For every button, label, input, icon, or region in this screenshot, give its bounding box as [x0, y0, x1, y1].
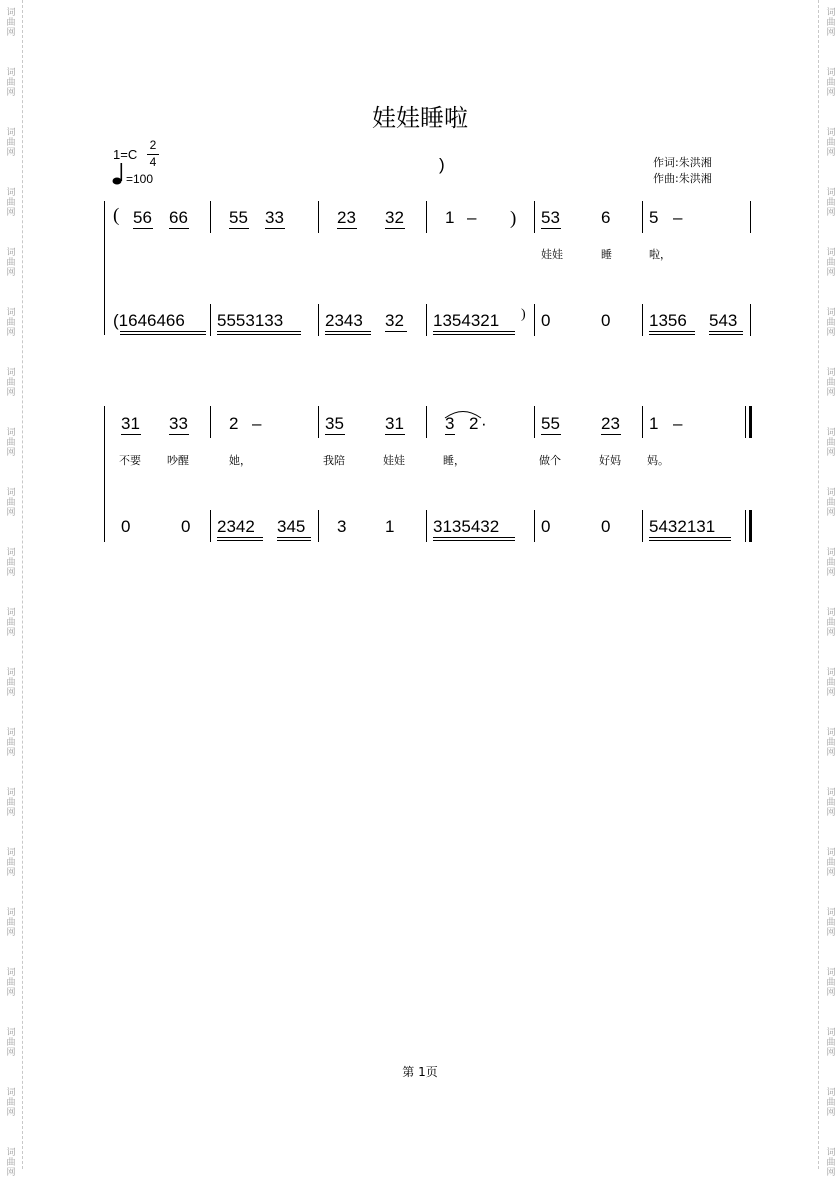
watermark-text	[822, 308, 840, 338]
watermark-text	[822, 188, 840, 218]
watermark-char: 词	[6, 308, 16, 318]
tempo-marking: =100	[126, 172, 154, 186]
watermark-char: 网	[826, 928, 836, 938]
final-barline-thin	[745, 406, 746, 438]
watermark-char: 网	[826, 88, 836, 98]
barline	[210, 510, 211, 542]
accomp-note: 0	[601, 517, 611, 536]
watermark-char: 网	[6, 988, 16, 998]
watermark-char: 网	[826, 1168, 836, 1178]
watermark-char: 曲	[6, 618, 16, 628]
melody-note: 1	[649, 414, 659, 433]
watermark-text	[2, 248, 20, 278]
underline	[649, 331, 695, 332]
underline	[277, 540, 311, 541]
barline	[318, 201, 319, 233]
accomp-note: 1354321	[433, 311, 500, 330]
watermark-char: 网	[6, 28, 16, 38]
watermark-text	[2, 608, 20, 638]
underline	[433, 331, 515, 332]
watermark-char: 网	[6, 148, 16, 158]
watermark-text	[822, 428, 840, 458]
watermark-char: 网	[6, 568, 16, 578]
lyric: 妈。	[647, 454, 669, 467]
watermark-char: 词	[6, 128, 16, 138]
watermark-char: 曲	[6, 258, 16, 268]
watermark-char: 网	[6, 88, 16, 98]
accomp-note: 0	[121, 517, 131, 536]
melody-note: 33	[265, 208, 284, 227]
watermark-text	[2, 308, 20, 338]
watermark-char: 词	[6, 848, 16, 858]
watermark-char: 网	[6, 688, 16, 698]
underline	[325, 334, 371, 335]
barline	[426, 304, 427, 336]
underline	[277, 537, 311, 538]
final-barline-thick	[749, 510, 752, 542]
watermark-char: 词	[6, 1148, 16, 1158]
watermark-char: 曲	[826, 978, 836, 988]
watermark-char: 网	[6, 388, 16, 398]
watermark-text	[2, 1028, 20, 1058]
watermark-char: 词	[6, 908, 16, 918]
accomp-note: 0	[541, 311, 551, 330]
underline	[265, 228, 285, 229]
barline	[534, 510, 535, 542]
underline	[433, 537, 515, 538]
lyric: 睡，	[443, 454, 465, 467]
accomp-note: 345	[277, 517, 306, 536]
accomp-paren: )	[521, 307, 526, 322]
watermark-text	[2, 788, 20, 818]
watermark-char: 网	[826, 208, 836, 218]
watermark-char: 网	[826, 508, 836, 518]
watermark-char: 曲	[826, 198, 836, 208]
watermark-char: 网	[826, 328, 836, 338]
watermark-char: 词	[6, 488, 16, 498]
barline	[318, 304, 319, 336]
lyric: 好妈	[599, 454, 621, 467]
watermark-char: 曲	[6, 798, 16, 808]
underline	[337, 228, 357, 229]
barline	[210, 201, 211, 233]
watermark-char: 词	[6, 1028, 16, 1038]
melody-note: 23	[337, 208, 356, 227]
final-barline-thin	[745, 510, 746, 542]
watermark-char: 网	[826, 268, 836, 278]
watermark-char: 曲	[826, 1098, 836, 1108]
watermark-char: 网	[6, 508, 16, 518]
underline	[385, 434, 405, 435]
watermark-char: 曲	[6, 18, 16, 28]
watermark-char: 曲	[826, 498, 836, 508]
watermark-char: 词	[826, 188, 836, 198]
watermark-char: 网	[826, 1048, 836, 1058]
barline	[750, 201, 751, 233]
watermark-char: 网	[6, 628, 16, 638]
melody-note: 55	[541, 414, 560, 433]
melody-note: )	[510, 208, 517, 229]
underline	[229, 228, 249, 229]
barline	[642, 406, 643, 438]
watermark-char: 曲	[6, 498, 16, 508]
watermark-char: 网	[6, 868, 16, 878]
underline	[169, 434, 189, 435]
barline	[534, 406, 535, 438]
watermark-char: 曲	[826, 798, 836, 808]
watermark-char: 曲	[826, 438, 836, 448]
melody-dash: –	[467, 208, 477, 227]
watermark-text	[822, 548, 840, 578]
watermark-char: 词	[6, 548, 16, 558]
underline	[709, 331, 743, 332]
watermark-char: 网	[6, 808, 16, 818]
watermark-text	[822, 788, 840, 818]
watermark-char: 词	[826, 68, 836, 78]
system1-start-barline	[104, 201, 105, 335]
watermark-char: 曲	[826, 18, 836, 28]
underline	[121, 434, 141, 435]
watermark-text	[822, 728, 840, 758]
watermark-char: 网	[826, 688, 836, 698]
accomp-note: 543	[709, 311, 738, 330]
watermark-char: 词	[6, 728, 16, 738]
watermark-char: 网	[826, 808, 836, 818]
watermark-char: 网	[6, 1108, 16, 1118]
watermark-char: 曲	[6, 438, 16, 448]
underline	[649, 334, 695, 335]
accomp-note: 1	[385, 517, 395, 536]
lyric: 啦，	[649, 248, 671, 261]
watermark-char: 词	[826, 668, 836, 678]
watermark-char: 词	[826, 128, 836, 138]
underline	[120, 331, 206, 332]
watermark-text	[2, 548, 20, 578]
melody-note: 1	[445, 208, 455, 227]
underline	[709, 334, 743, 335]
watermark-char: 网	[826, 448, 836, 458]
watermark-char: 词	[826, 548, 836, 558]
melody-note: 56	[133, 208, 152, 227]
watermark-char: 网	[6, 328, 16, 338]
barline	[426, 201, 427, 233]
watermark-text	[822, 668, 840, 698]
watermark-char: 网	[6, 1048, 16, 1058]
underline	[217, 334, 301, 335]
watermark-text	[822, 1028, 840, 1058]
watermark-char: 曲	[6, 1098, 16, 1108]
watermark-text	[2, 668, 20, 698]
watermark-char: 网	[826, 988, 836, 998]
melody-note: 66	[169, 208, 188, 227]
watermark-char: 曲	[826, 918, 836, 928]
barline	[210, 304, 211, 336]
watermark-char: 网	[6, 928, 16, 938]
watermark-char: 词	[826, 788, 836, 798]
barline	[642, 510, 643, 542]
lyric: 她，	[229, 454, 251, 467]
barline	[318, 510, 319, 542]
underline	[433, 334, 515, 335]
dot: ·	[481, 414, 487, 433]
accomp-note: (1646466	[113, 311, 185, 330]
melody-note: 3	[445, 414, 455, 433]
watermark-text	[822, 848, 840, 878]
watermark-char: 曲	[6, 1158, 16, 1168]
watermark-char: 曲	[826, 1158, 836, 1168]
watermark-char: 曲	[6, 78, 16, 88]
watermark-text	[2, 428, 20, 458]
song-title: 娃娃睡啦	[372, 104, 468, 132]
watermark-text	[822, 1088, 840, 1118]
accomp-note: 2342	[217, 517, 255, 536]
watermark-char: 词	[826, 1028, 836, 1038]
barline	[534, 201, 535, 233]
underline	[541, 434, 561, 435]
watermark-text	[822, 368, 840, 398]
watermark-char: 词	[6, 668, 16, 678]
watermark-char: 网	[6, 448, 16, 458]
watermark-char: 词	[826, 428, 836, 438]
watermark-char: 网	[826, 568, 836, 578]
melody-dash: –	[673, 414, 683, 433]
underline	[217, 537, 263, 538]
watermark-char: 网	[6, 748, 16, 758]
melody-note: 2	[229, 414, 239, 433]
melody-note: 32	[385, 208, 404, 227]
watermark-text	[2, 188, 20, 218]
watermark-char: 曲	[6, 978, 16, 988]
watermark-text	[822, 248, 840, 278]
underline	[445, 434, 455, 435]
barline	[750, 304, 751, 336]
lyric: 娃娃	[383, 454, 405, 467]
watermark-text	[822, 68, 840, 98]
underline	[601, 434, 621, 435]
accomp-note: 5553133	[217, 311, 284, 330]
watermark-text	[2, 1088, 20, 1118]
underline	[133, 228, 153, 229]
barline	[318, 406, 319, 438]
accomp-note: 2343	[325, 311, 363, 330]
watermark-char: 曲	[826, 858, 836, 868]
time-signature-bottom: 4	[149, 155, 157, 169]
watermark-char: 曲	[826, 1038, 836, 1048]
final-barline-thick	[749, 406, 752, 438]
accomp-note: 1356	[649, 311, 687, 330]
time-signature-top: 2	[149, 138, 157, 152]
watermark-char: 词	[826, 728, 836, 738]
barline	[426, 510, 427, 542]
watermark-char: 曲	[6, 678, 16, 688]
composer-credit: 作曲:朱洪湘	[653, 172, 712, 185]
underline	[217, 331, 301, 332]
watermark-char: 网	[826, 1108, 836, 1118]
underline	[120, 334, 206, 335]
watermark-text	[2, 368, 20, 398]
watermark-char: 曲	[6, 558, 16, 568]
watermark-char: 曲	[6, 198, 16, 208]
watermark-char: 词	[6, 248, 16, 258]
watermark-char: 曲	[826, 378, 836, 388]
key-signature: 1=C	[113, 147, 138, 162]
melody-note: 6	[601, 208, 611, 227]
melody-note: 55	[229, 208, 248, 227]
watermark-char: 曲	[826, 558, 836, 568]
watermark-char: 词	[6, 368, 16, 378]
watermark-text	[822, 1148, 840, 1178]
watermark-char: 曲	[826, 138, 836, 148]
watermark-char: 曲	[6, 378, 16, 388]
stray-paren: )	[439, 155, 445, 174]
watermark-char: 网	[6, 268, 16, 278]
watermark-char: 网	[826, 628, 836, 638]
melody-note: 35	[325, 414, 344, 433]
watermark-char: 网	[826, 388, 836, 398]
watermark-char: 词	[826, 968, 836, 978]
underline	[649, 540, 731, 541]
watermark-char: 曲	[6, 738, 16, 748]
watermark-char: 词	[826, 908, 836, 918]
accomp-note: 5432131	[649, 517, 716, 536]
watermark-text	[2, 968, 20, 998]
watermark-char: 词	[826, 8, 836, 18]
underline	[217, 540, 263, 541]
watermark-char: 曲	[826, 318, 836, 328]
watermark-text	[822, 908, 840, 938]
watermark-text	[822, 968, 840, 998]
lyric: 娃娃	[541, 248, 563, 261]
melody-note: 31	[385, 414, 404, 433]
watermark-char: 词	[6, 68, 16, 78]
watermark-char: 词	[6, 188, 16, 198]
watermark-char: 词	[6, 608, 16, 618]
melody-note: 23	[601, 414, 620, 433]
lyric: 不要	[119, 454, 141, 467]
watermark-char: 网	[826, 148, 836, 158]
watermark-char: 曲	[6, 918, 16, 928]
watermark-char: 曲	[6, 858, 16, 868]
accomp-note: 0	[601, 311, 611, 330]
watermark-char: 词	[6, 968, 16, 978]
melody-note: 53	[541, 208, 560, 227]
accomp-note: 3135432	[433, 517, 500, 536]
watermark-text	[822, 608, 840, 638]
barline	[642, 201, 643, 233]
barline	[642, 304, 643, 336]
lyric: 吵醒	[167, 454, 189, 467]
melody-dash: –	[252, 414, 262, 433]
melody-note: 2	[469, 414, 479, 433]
watermark-char: 词	[826, 308, 836, 318]
underline	[433, 540, 515, 541]
page-number: 第 1页	[402, 1065, 438, 1079]
watermark-char: 网	[6, 1168, 16, 1178]
watermark-char: 词	[6, 8, 16, 18]
watermark-char: 词	[826, 368, 836, 378]
watermark-char: 词	[826, 848, 836, 858]
watermark-text	[822, 488, 840, 518]
watermark-char: 网	[826, 868, 836, 878]
watermark-char: 曲	[826, 678, 836, 688]
watermark-char: 曲	[826, 78, 836, 88]
quarter-note-icon	[112, 162, 126, 186]
watermark-text	[2, 488, 20, 518]
underline	[649, 537, 731, 538]
melody-note: 33	[169, 414, 188, 433]
watermark-char: 曲	[6, 318, 16, 328]
watermark-char: 网	[6, 208, 16, 218]
underline	[385, 228, 405, 229]
lyric: 做个	[539, 454, 561, 467]
watermark-text	[2, 8, 20, 38]
accomp-note: 32	[385, 311, 404, 330]
melody-note: 31	[121, 414, 140, 433]
watermark-char: 曲	[826, 258, 836, 268]
watermark-text	[2, 908, 20, 938]
watermark-char: 曲	[6, 138, 16, 148]
lyric: 睡	[601, 248, 612, 261]
watermark-char: 词	[826, 488, 836, 498]
watermark-char: 网	[826, 748, 836, 758]
watermark-text	[822, 8, 840, 38]
accomp-note: 3	[337, 517, 347, 536]
accomp-note: 0	[541, 517, 551, 536]
underline	[541, 228, 561, 229]
watermark-char: 词	[826, 608, 836, 618]
melody-note: (	[113, 205, 120, 226]
watermark-char: 词	[6, 428, 16, 438]
watermark-char: 网	[826, 28, 836, 38]
accomp-note: 0	[181, 517, 191, 536]
watermark-char: 曲	[6, 1038, 16, 1048]
lyricist-credit: 作词:朱洪湘	[653, 156, 712, 169]
lyric: 我陪	[323, 454, 345, 467]
melody-note: 5	[649, 208, 659, 227]
barline	[534, 304, 535, 336]
watermark-char: 曲	[826, 618, 836, 628]
underline	[385, 331, 407, 332]
watermark-char: 词	[6, 1088, 16, 1098]
watermark-char: 词	[826, 1088, 836, 1098]
barline	[426, 406, 427, 438]
melody-dash: –	[673, 208, 683, 227]
watermark-char: 词	[826, 1148, 836, 1158]
watermark-char: 曲	[826, 738, 836, 748]
underline	[325, 434, 345, 435]
watermark-char: 词	[826, 248, 836, 258]
watermark-char: 词	[6, 788, 16, 798]
watermark-text	[2, 68, 20, 98]
barline	[210, 406, 211, 438]
watermark-text	[2, 1148, 20, 1178]
underline	[169, 228, 189, 229]
underline	[325, 331, 371, 332]
watermark-text	[2, 848, 20, 878]
watermark-text	[2, 728, 20, 758]
system2-start-barline	[104, 406, 105, 542]
